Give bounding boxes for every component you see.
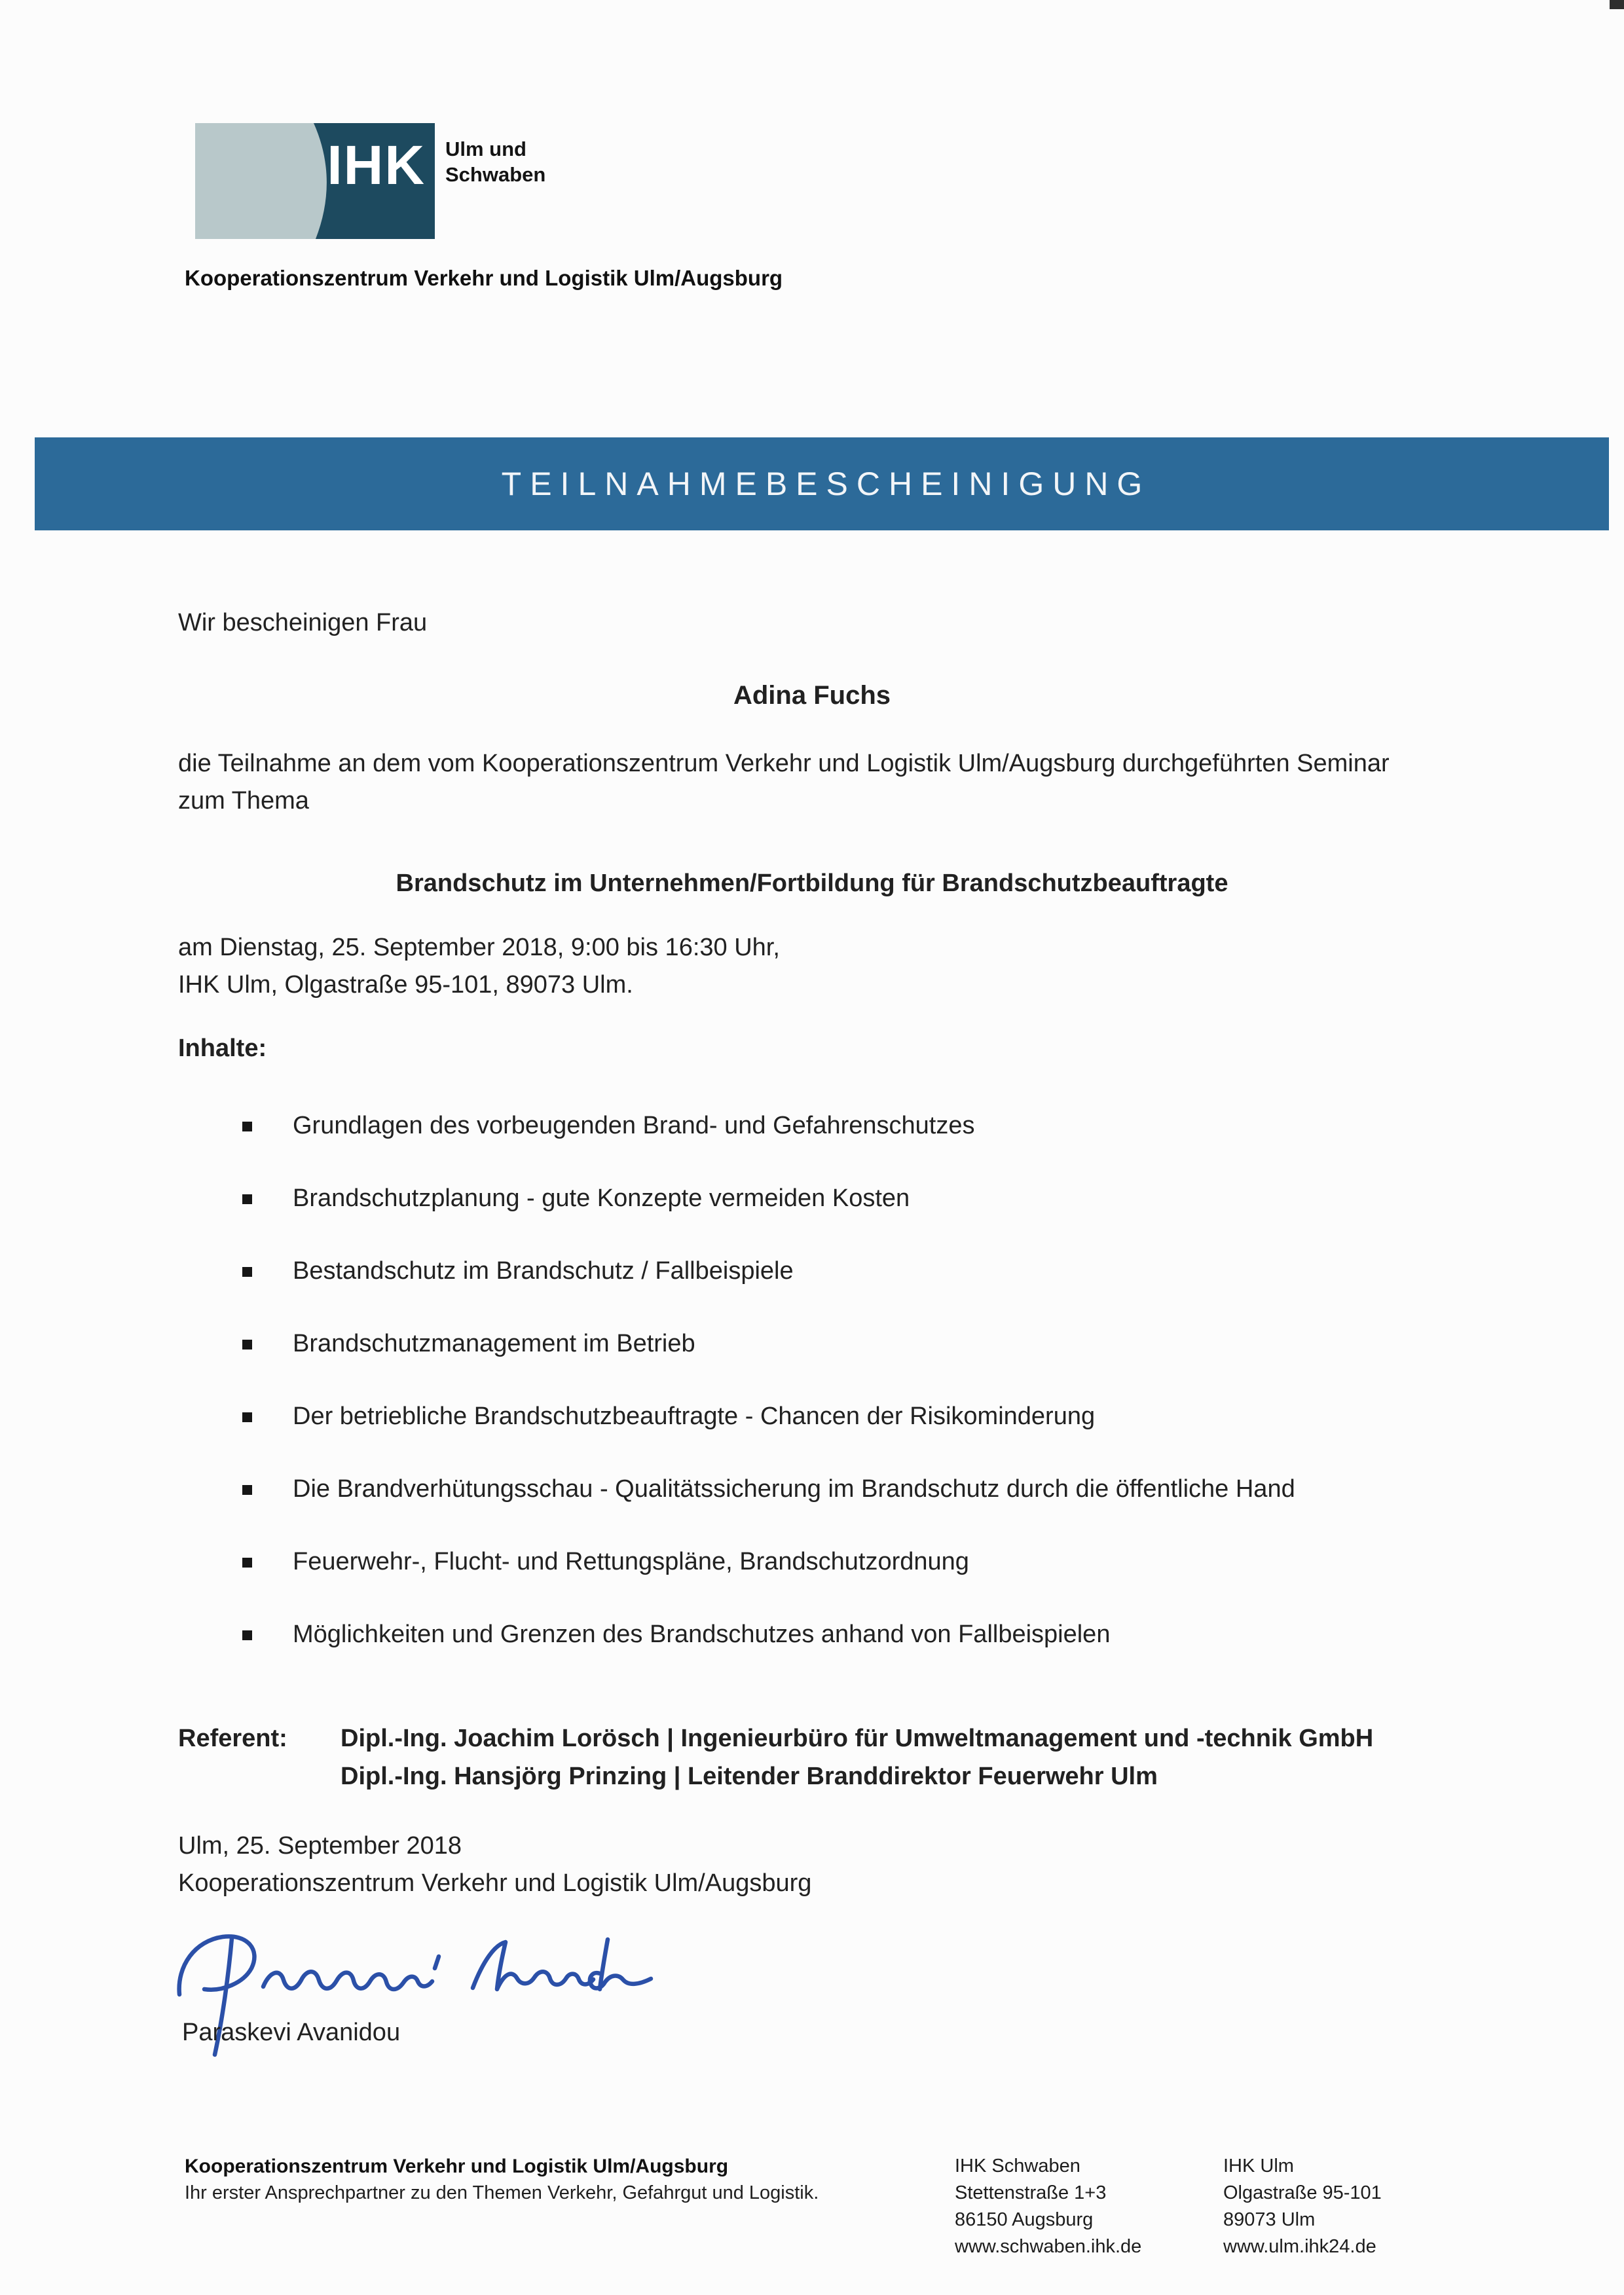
certificate-title: TEILNAHMEBESCHEINIGUNG [501, 466, 1151, 502]
topic-item [242, 1403, 1559, 1431]
referent-line1: Dipl.-Ing. Joachim Lorösch | Ingenieurbüro für Umweltmanagement und -technik GmbH [341, 1725, 1374, 1752]
ihk-logo-graphic [195, 123, 435, 239]
topic-item [242, 1257, 1559, 1285]
bullet-square-icon [242, 1122, 252, 1131]
footer-line: 89073 Ulm [1223, 2209, 1316, 2230]
footer-line: Olgastraße 95-101 [1223, 2182, 1382, 2203]
topic-text: Bestandschutz im Brandschutz / Fallbeispiele [293, 1257, 794, 1285]
footer-line: IHK Schwaben [955, 2156, 1080, 2176]
ihk-logo [195, 123, 435, 239]
footer-left-title: Kooperationszentrum Verkehr und Logistik Ulm/Augsburg [185, 2156, 729, 2177]
ihk-logo-wordmark: IHK [327, 134, 426, 196]
seminar-date: am Dienstag, 25. September 2018, 9:00 bis 16:30 Uhr, [178, 934, 780, 961]
seminar-title: Brandschutz im Unternehmen/Fortbildung für Brandschutzbeauftragte [396, 870, 1228, 897]
topic-text: Möglichkeiten und Grenzen des Brandschutzes anhand von Fallbeispielen [293, 1621, 1111, 1648]
footer-ihk-ulm [1223, 2153, 1382, 2260]
footer-line: 86150 Augsburg [955, 2209, 1094, 2230]
bullet-square-icon [242, 1340, 252, 1349]
signer-printed-name: Paraskevi Avanidou [182, 2019, 401, 2046]
bullet-square-icon [242, 1194, 252, 1204]
logo-region-line2: Schwaben [445, 163, 546, 186]
signature-stroke [263, 1972, 432, 1989]
footer-ihk-schwaben [955, 2153, 1141, 2260]
footer-line: Stettenstraße 1+3 [955, 2182, 1107, 2203]
topic-item [242, 1621, 1559, 1649]
referent-line2: Dipl.-Ing. Hansjörg Prinzing | Leitender Branddirektor Feuerwehr Ulm [341, 1763, 1158, 1790]
closing-organization: Kooperationszentrum Verkehr und Logistik Ulm/Augsburg [178, 1869, 812, 1897]
signature-stroke [590, 1939, 651, 1989]
contents-label: Inhalte: [178, 1035, 267, 1062]
referent-label: Referent: [178, 1725, 287, 1752]
footer-website: www.ulm.ihk24.de [1223, 2236, 1376, 2257]
place-and-date: Ulm, 25. September 2018 [178, 1832, 462, 1860]
topic-item [242, 1330, 1559, 1358]
topic-text: Brandschutzplanung - gute Konzepte vermeiden Kosten [293, 1184, 910, 1212]
salutation: Wir bescheinigen Frau [178, 609, 428, 636]
signature-stroke [473, 1942, 593, 1989]
bullet-square-icon [242, 1267, 252, 1277]
topic-text: Die Brandverhütungsschau - Qualitätssicherung im Brandschutz durch die öffentliche Hand [293, 1475, 1295, 1503]
signature-stroke [179, 1936, 255, 1994]
seminar-location: IHK Ulm, Olgastraße 95-101, 89073 Ulm. [178, 971, 633, 999]
topic-text: Der betriebliche Brandschutzbeauftragte - Chancen der Risikominderung [293, 1403, 1096, 1430]
footer-line: IHK Ulm [1223, 2156, 1294, 2176]
topic-item [242, 1184, 1559, 1213]
participant-name: Adina Fuchs [733, 681, 891, 710]
confirmation-paragraph: die Teilnahme an dem vom Kooperationszentrum Verkehr und Logistik Ulm/Augsburg durchgeführten Seminar zum Thema [178, 750, 1390, 815]
scan-artifact [1610, 0, 1624, 9]
signature-stroke [435, 1956, 439, 1968]
topic-item [242, 1548, 1559, 1576]
bullet-square-icon [242, 1630, 252, 1640]
topic-text: Grundlagen des vorbeugenden Brand- und Gefahrenschutzes [293, 1112, 975, 1139]
footer-left-subtitle: Ihr erster Ansprechpartner zu den Themen Verkehr, Gefahrgut und Logistik. [185, 2182, 819, 2203]
logo-region-text [445, 136, 545, 187]
footer-left-block [185, 2153, 819, 2207]
topic-text: Feuerwehr-, Flucht- und Rettungspläne, Brandschutzordnung [293, 1548, 969, 1575]
topic-item [242, 1475, 1559, 1503]
header-department: Kooperationszentrum Verkehr und Logistik Ulm/Augsburg [185, 266, 783, 290]
topic-text: Brandschutzmanagement im Betrieb [293, 1330, 695, 1357]
topic-item [242, 1112, 1559, 1140]
bullet-square-icon [242, 1412, 252, 1422]
logo-region-line1: Ulm und [445, 138, 526, 160]
footer-website: www.schwaben.ihk.de [955, 2236, 1142, 2257]
bullet-square-icon [242, 1485, 252, 1495]
bullet-square-icon [242, 1558, 252, 1568]
title-banner [35, 437, 1609, 530]
